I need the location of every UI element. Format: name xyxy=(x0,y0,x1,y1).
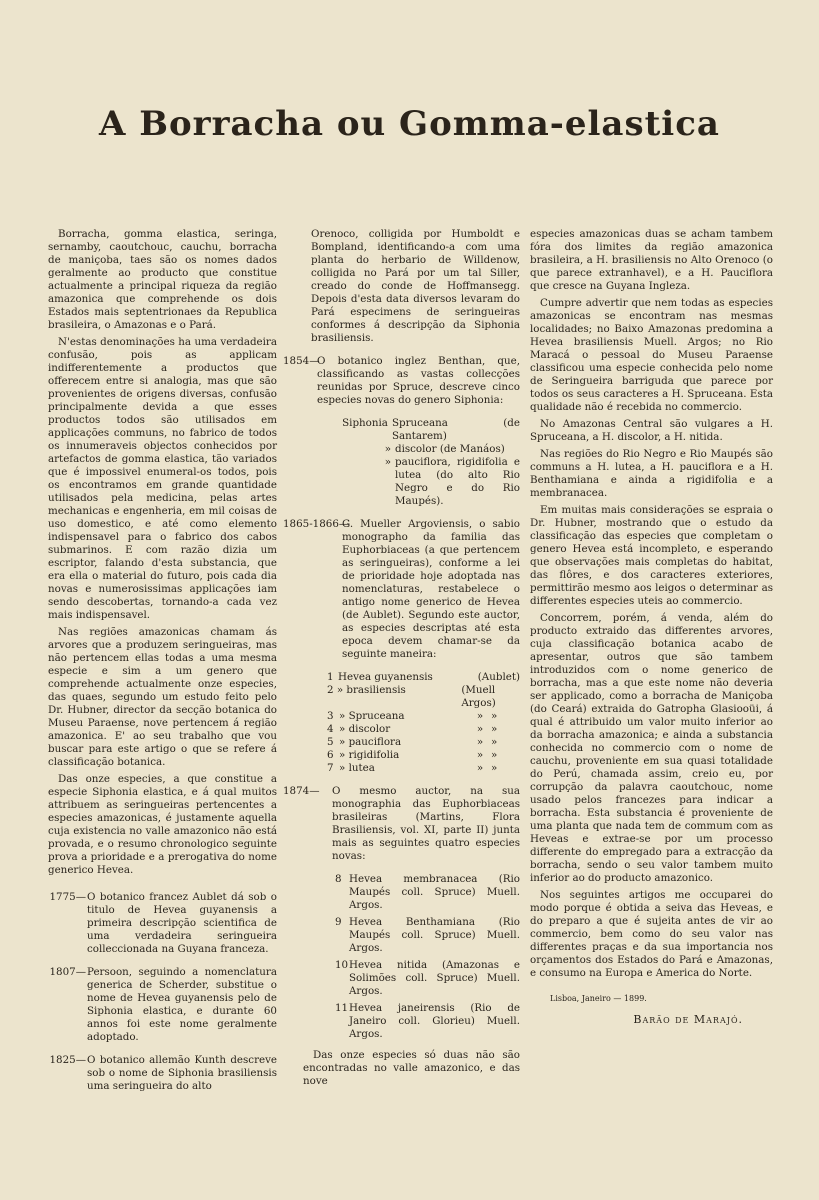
species-list-hevea xyxy=(327,671,520,775)
column-2 xyxy=(283,228,520,1092)
entry-text: O botanico allemão Kunth descreve sob o nome de Siphonia brasiliensis uma seringueira do alto xyxy=(87,1054,277,1092)
paragraph: Borracha, gomma elastica, seringa, sernamby, caoutchouc, cauchu, borracha de maniçoba, taes são os nomes dados geralmente ao producto que constitue actualmente a principal riqueza da região amazonica que comprehende os dois Estados mais septentrionaes da Republica brasileira, o Amazonas e o Pará. xyxy=(48,228,277,331)
entry-text: Persoon, seguindo a nomenclatura generica de Scherder, substitue o nome de Hevea guyanensis pelo de Siphonia elastica, e durante 60 annos foi este nome geralmente adoptado. xyxy=(87,966,277,1043)
list-item: 8 Hevea membranacea (Rio Maupés coll. Spruce) Muell. Argos. xyxy=(335,873,520,911)
list-item: 6 » rigidifolia » » xyxy=(327,749,498,761)
list-item: 9 Hevea Benthamiana (Rio Maupés coll. Spruce) Muell. Argos. xyxy=(335,916,520,954)
paragraph: N'estas denominações ha uma verdadeira confusão, pois as applicam indifferentemente a productos que offerecem entre si analogia, mas que são provenientes de origens diversas, confusão principalmente devida a que esses productos todos são utilisados em applicações communs, no fabrico de todos os innumeraveis objectos conhecidos por artefactos de gomma elastica, tão variados que é impossivel enumeral-os todos, pois os encontramos em grande quantidade utilisados pela medicina, pelas artes mechanicas e engenheria, em mil coisas de uso domestico, e até como elemento indispensavel para o fabrico dos cabos submarinos. E com razão dizia um escriptor, falando d'esta substancia, que era ella o material do futuro, pois cada dia novas e numerosissimas applicações iam sendo descobertas, tornando-a cada vez mais indispensavel. xyxy=(48,336,277,621)
entry-year: 1775— xyxy=(49,891,86,903)
entry-text: O botanico inglez Benthan, que, classificando as vastas collecções reunidas por Spruce, descreve cinco especies novas do genero Siphonia: xyxy=(317,355,520,406)
paragraph: Das onze especies, a que constitue a especie Siphonia elastica, e á qual muitos attribuem as seringueiras pertencentes a especies amazonicas, é justamente aquella cuja existencia no valle amazonico não está provada, e o resumo chronologico seguinte prova a prioridade e a prerogativa do nome generico Hevea. xyxy=(48,773,277,876)
paragraph: Nas regiões amazonicas chamam ás arvores que a produzem seringueiras, mas não pertencem ellas todas a uma mesma especie e sim a um genero que comprehende actualmente onze especies, das quaes, segundo um estudo feito pelo Dr. Hubner, director da secção botanica do Museu Paraense, nove pertencem á região amazonica. E' ao seu trabalho que vou buscar para este artigo o que se refere á classificação botanica. xyxy=(48,626,277,768)
column-1 xyxy=(48,228,277,1103)
list-item: » pauciflora, rigidifolia e lutea (do alto Rio Negro e do Rio Maupés). xyxy=(384,456,520,507)
list-item: 1 Hevea guyanensis (Aublet) xyxy=(327,671,520,683)
chronology-entry xyxy=(283,355,520,407)
entry-text: G. Mueller Argoviensis, o sabio monographo da familia das Euphorbiaceas (a que pertencem as seringueiras), conforme a lei de prioridade hoje adoptada nas nomenclaturas, restabelece o antigo nome generico de Hevea (de Aublet). Segundo este auctor, as especies descriptas até esta epoca devem chamar-se da seguinte maneira: xyxy=(342,518,520,660)
entry-year: 1874— xyxy=(283,785,320,797)
chronology-entry xyxy=(283,785,520,863)
paragraph: Cumpre advertir que nem todas as especies amazonicas se encontram nas mesmas localidades; no Baixo Amazonas predomina a Hevea brasiliensis Muell. Argos; no Rio Maracá o pessoal do Museu Paraense classificou uma especie conhecida pelo nome de Seringueira barriguda que parece por todos os seus caracteres a H. Spruceana. Esta qualidade não é recebida no commercio. xyxy=(530,297,773,413)
species-list-siphonia xyxy=(323,417,520,508)
date-line: Lisboa, Janeiro — 1899. xyxy=(550,994,647,1003)
chronology-entry xyxy=(48,966,277,1044)
paragraph: Das onze especies só duas não são encontradas no valle amazonico, e das nove xyxy=(303,1049,520,1087)
chronology-entry xyxy=(283,518,520,661)
paragraph: Concorrem, porém, á venda, além do producto extraido das differentes arvores, cuja classificação botanica acabo de apresentar, outros que são tambem introduzidos com o nome generico de borracha, mas a que este nome não deveria ser applicado, como a borracha de Maniçoba (do Ceará) extraida do Gatropha Glasiooüi, á qual é attribuido um valor muito inferior ao da borracha amazonica; e ainda a substancia conhecida no commercio com o nome de cauchu, proveniente em sua quasi totalidade do Perú, chamada assim, creio eu, por corrupção da palavra caoutchouc, nome usado pelos francezes para indicar a borracha. Esta substancia é proveniente de uma planta que nada tem de commum com as Heveas e extrae-se por um processo differente do empregado para a extracção da borracha, sendo o seu valor tambem muito inferior ao do producto amazonico. xyxy=(530,612,773,884)
entry-year: 1807— xyxy=(49,966,86,978)
entry-year: 1865-1866— xyxy=(283,518,350,530)
paragraph: No Amazonas Central são vulgares a H. Spruceana, a H. discolor, a H. nitida. xyxy=(530,418,773,443)
list-item: 2 » brasiliensis (Muell Argos) xyxy=(327,684,496,709)
page-title: A Borracha ou Gomma-elastica xyxy=(99,104,720,144)
entry-text: O mesmo auctor, na sua monographia das Euphorbiaceas brasileiras (Martins, Flora Brasiliensis, vol. XI, parte II) junta mais as seguintes quatro especies novas: xyxy=(332,785,520,862)
list-item: 7 » lutea » » xyxy=(327,762,498,774)
list-item: 4 » discolor » » xyxy=(327,723,498,735)
list-item: 10 Hevea nitida (Amazonas e Solimões coll. Spruce) Muell. Argos. xyxy=(335,959,520,997)
entry-year: 1854— xyxy=(283,355,320,367)
paragraph: Nos seguintes artigos me occuparei do modo porque é obtida a seiva das Heveas, e do preparo a que é sujeita antes de vir ao commercio, bem como do seu valor nas differentes praças e da sua importancia nos orçamentos dos Estados do Pará e Amazonas, e consumo na Europa e America do Norte. xyxy=(530,889,773,979)
chronology-entry xyxy=(48,1054,277,1093)
paragraph: Em muitas mais considerações se espraia o Dr. Hubner, mostrando que o estudo da classificação das especies que completam o genero Hevea está incompleto, e esperando que observações mais completas do habitat, das flôres, e dos caracteres exteriores, permittirão mesmo aos leigos o determinar as differentes especies uteis ao commercio. xyxy=(530,504,773,607)
paragraph: especies amazonicas duas se acham tambem fóra dos limites da região amazonica brasileira, a H. brasiliensis no Alto Orenoco (o que parece extranhavel), e a H. Pauciflora que cresce na Guyana Ingleza. xyxy=(530,228,773,292)
list-item: 5 » pauciflora » » xyxy=(327,736,498,748)
list-item: 11 Hevea janeirensis (Rio de Janeiro coll. Glorieu) Muell. Argos. xyxy=(335,1002,520,1040)
paragraph: Orenoco, colligida por Humboldt e Bompland, identificando-a com uma planta do herbario de Willdenow, colligida no Pará por um tal Siller, creado do conde de Hoffmansegg. Depois d'esta data diversos levaram do Pará especimens de seringueiras conformes á descripção da Siphonia brasiliensis. xyxy=(311,228,520,344)
signature: Barão de Marajó. xyxy=(633,1013,743,1026)
paragraph: Nas regiões do Rio Negro e Rio Maupés são communs a H. lutea, a H. pauciflora e a H. Benthamiana e ainda a rigidifolia e a membranacea. xyxy=(530,448,773,499)
list-item: 3 » Spruceana » » xyxy=(327,710,498,722)
column-3 xyxy=(530,228,773,1026)
chronology-entry xyxy=(48,891,277,956)
list-item: Siphonia Spruceana (de Santarem) xyxy=(342,417,520,442)
species-list-new xyxy=(335,873,520,1041)
entry-year: 1825— xyxy=(49,1054,86,1066)
entry-text: O botanico francez Aublet dá sob o titulo de Hevea guyanensis a primeira descripção scientifica de uma verdadeira seringueira colleccionada na Guyana franceza. xyxy=(87,891,277,955)
list-item: » discolor (de Manáos) xyxy=(384,443,505,455)
